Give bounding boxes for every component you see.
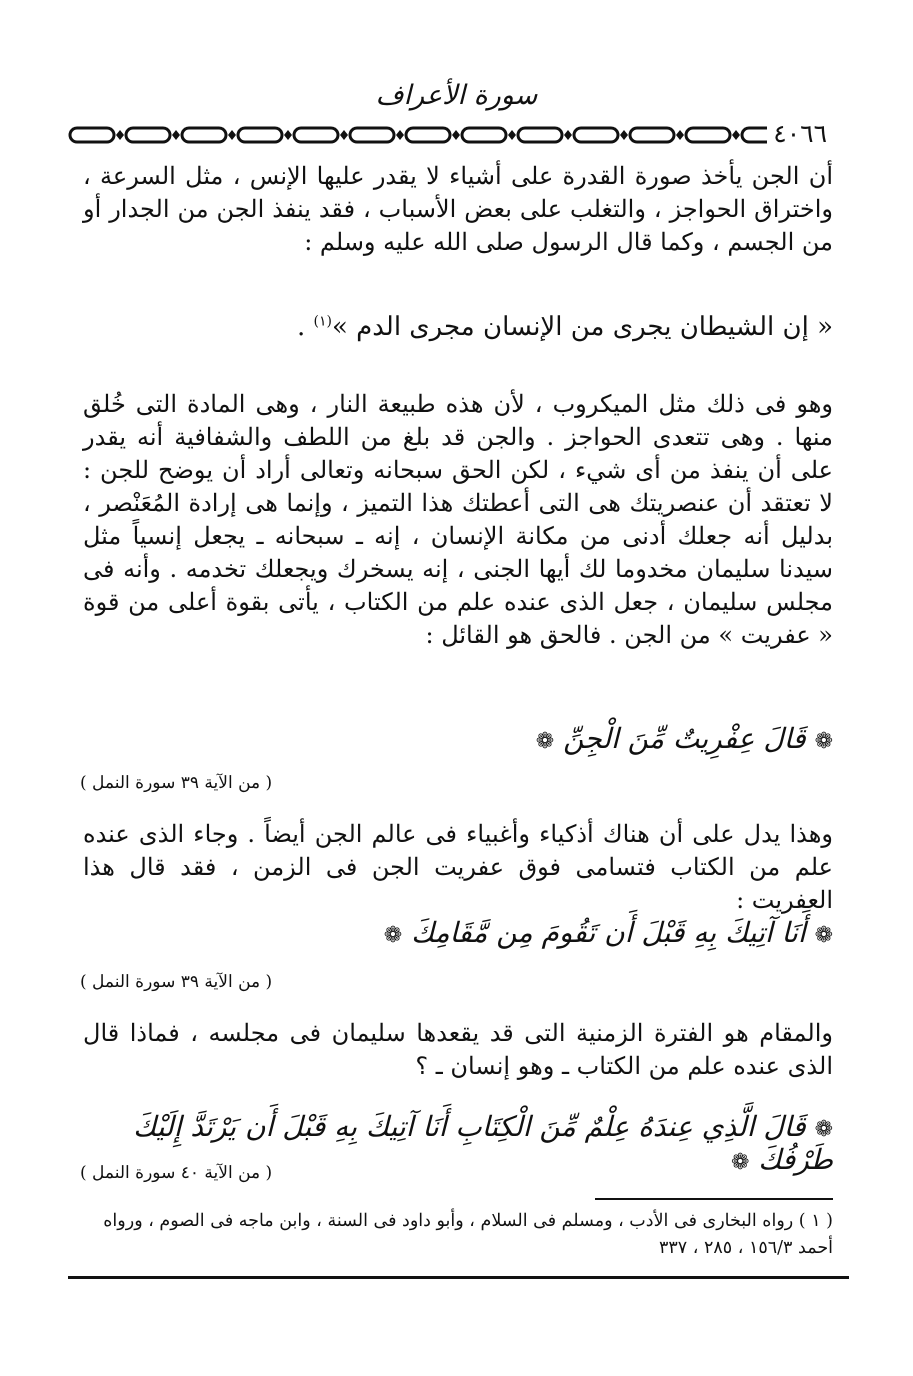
decorative-chain-border: [68, 124, 790, 146]
verse-text: أَنَا آتِيكَ بِهِ قَبْلَ أَن تَقُومَ مِن مَّقَامِكَ: [411, 916, 806, 949]
verse-close-ornament-icon: ❁: [730, 1150, 750, 1175]
verse-reference-3: ( من الآية ٤٠ سورة النمل ): [80, 1163, 273, 1183]
verse-reference-1: ( من الآية ٣٩ سورة النمل ): [80, 773, 273, 793]
paragraph-4: والمقام هو الفترة الزمنية التى قد يقعدها سليمان فى مجلسه ، فماذا قال الذى عنده علم من الكتاب ـ وهو إنسان ـ ؟: [83, 1019, 833, 1080]
verse-open-ornament-icon: ❁: [814, 923, 833, 948]
verse-open-ornament-icon: ❁: [814, 729, 833, 754]
footnote-divider: [595, 1198, 833, 1200]
verse-text: قَالَ الَّذِي عِندَهُ عِلْمٌ مِّنَ الْكِتَابِ أَنَا آتِيكَ بِهِ قَبْلَ أَن يَرْتَدَّ إِلَيْكَ طَرْفُكَ: [133, 1110, 833, 1176]
verse-close-ornament-icon: ❁: [383, 923, 403, 948]
hadith-quote: [83, 312, 833, 342]
paragraph-2: وهو فى ذلك مثل الميكروب ، لأن هذه طبيعة النار ، وهى المادة التى خُلق منها . وهى تتعدى الحواجز . والجن قد بلغ من اللطف والشفافية أنه يقدر على أن ينفذ من أى شيء ، لكن الحق سبحانه وتعالى أراد أن يوضح للجن : لا تعتقد أن عنصريتك هى التى أعطتك هذا التميز ، وإنما هى إرادة المُعَنْصر ، بدليل أنه جعلك أدنى من مكانة الإنسان ، إنه ـ سبحانه ـ يجعل إنسياً مثل سيدنا سليمان مخدوما لك أيها الجنى ، إنه يسخرك ويجعلك تخدمه . وأنه فى مجلس سليمان ، جعل الذى عنده علم من الكتاب ، يأتى بقوة أعلى من قوة « عفريت » من الجن . فالحق هو القائل :: [83, 390, 833, 649]
quran-verse-2: [83, 916, 833, 949]
bottom-rule: [68, 1276, 849, 1279]
paragraph-1: أن الجن يأخذ صورة القدرة على أشياء لا يقدر عليها الإنس ، مثل السرعة ، واختراق الحواجز ، والتغلب على بعض الأسباب ، فقد ينفذ الجن من الجدار أو من الجسم ، وكما قال الرسول صلى الله عليه وسلم :: [83, 162, 833, 256]
footnote-marker: (١): [313, 313, 332, 330]
verse-close-ornament-icon: ❁: [535, 729, 555, 754]
quran-verse-1: [83, 722, 833, 755]
verse-text: قَالَ عِفْرِيتٌ مِّنَ الْجِنِّ: [563, 722, 806, 755]
verse-reference-2: ( من الآية ٣٩ سورة النمل ): [80, 972, 273, 992]
page-number: ٤٠٦٦: [767, 117, 833, 151]
hadith-text: « إن الشيطان يجرى من الإنسان مجرى الدم »: [331, 312, 833, 342]
hadith-end: .: [296, 312, 314, 342]
paragraph-3: وهذا يدل على أن هناك أذكياء وأغبياء فى عالم الجن أيضاً . وجاء الذى عنده علم من الكتاب فتسامى فوق عفريت الجن فى الزمن ، فقد قال هذا العفريت :: [83, 820, 833, 914]
surah-title: سورة الأعراف: [375, 80, 538, 111]
footnote: ( ١ ) رواه البخارى فى الأدب ، ومسلم فى السلام ، وأبو داود فى السنة ، وابن ماجه فى الصوم ، ورواه أحمد ١٥٦/٣ ، ٢٨٥ ، ٣٣٧: [103, 1211, 833, 1258]
verse-open-ornament-icon: ❁: [814, 1117, 833, 1142]
